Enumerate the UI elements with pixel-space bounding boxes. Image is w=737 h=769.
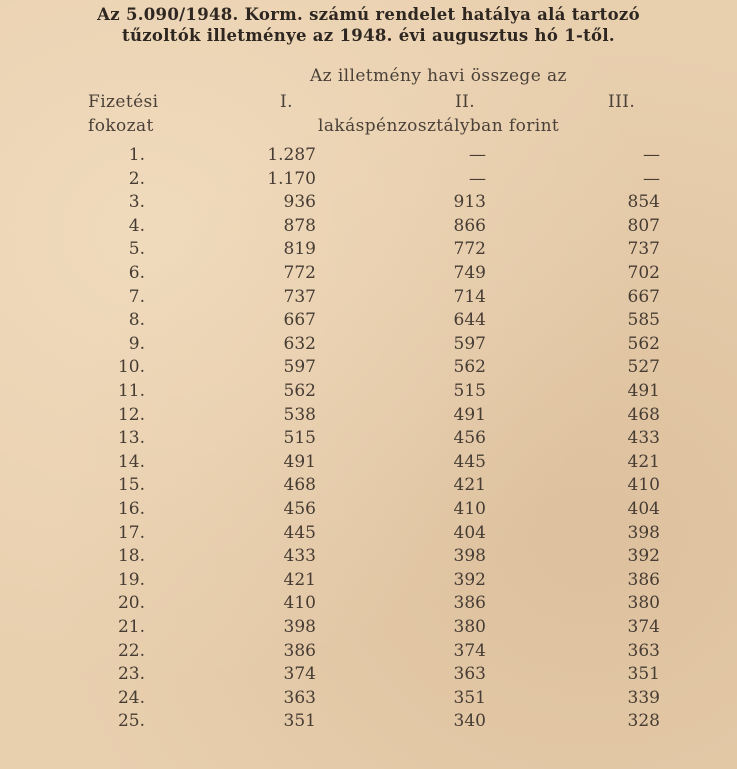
class-three-cell: 585: [627, 310, 660, 331]
class-two-cell: 392: [453, 569, 486, 590]
class-three-cell: 398: [627, 522, 660, 543]
class-three-cell: 374: [627, 617, 660, 637]
table-row: [0, 710, 737, 734]
grade-cell: 24.: [117, 687, 145, 708]
class-two-cell: 421: [453, 475, 486, 496]
class-three-cell: 410: [627, 475, 660, 496]
class-two-cell: 340: [453, 711, 486, 732]
class-one-header: I.: [280, 92, 293, 112]
class-one-cell: 597: [283, 357, 316, 378]
class-two-cell: 866: [453, 215, 486, 236]
class-three-cell: 404: [627, 499, 660, 519]
class-one-cell: 737: [283, 286, 316, 307]
grade-cell: 11.: [117, 381, 145, 401]
class-one-cell: 363: [283, 687, 316, 708]
class-three-cell: —: [643, 145, 660, 165]
grade-cell: 18.: [117, 546, 145, 567]
grade-cell: 9.: [128, 333, 145, 354]
table-row: [0, 474, 737, 498]
table-row: [0, 522, 737, 546]
class-one-cell: 351: [283, 711, 316, 732]
grade-cell: 13.: [117, 428, 145, 449]
class-one-cell: 878: [283, 215, 316, 236]
grade-header-line-2: fokozat: [88, 116, 154, 136]
class-three-cell: 328: [627, 711, 660, 732]
class-two-cell: 374: [453, 640, 486, 661]
class-three-cell: 702: [627, 263, 660, 283]
class-one-cell: 386: [283, 640, 316, 661]
class-two-cell: 386: [453, 593, 486, 614]
class-three-cell: 380: [627, 593, 660, 614]
class-two-cell: 398: [453, 546, 486, 567]
class-three-cell: 527: [627, 357, 660, 378]
class-two-cell: 913: [453, 192, 486, 213]
class-three-cell: 363: [627, 640, 660, 661]
class-two-cell: 749: [453, 263, 486, 283]
grade-cell: 20.: [117, 593, 145, 614]
class-two-cell: 445: [453, 451, 486, 472]
grade-cell: 7.: [128, 286, 145, 307]
class-three-cell: 351: [627, 664, 660, 685]
table-row: [0, 333, 737, 357]
grade-cell: 22.: [117, 640, 145, 661]
table-row: [0, 640, 737, 664]
class-two-cell: 410: [453, 499, 486, 519]
class-three-cell: 421: [627, 451, 660, 472]
class-three-cell: 433: [627, 428, 660, 449]
class-one-cell: 772: [283, 263, 316, 283]
grade-cell: 16.: [117, 499, 145, 519]
table-row: [0, 380, 737, 404]
class-two-cell: 714: [453, 286, 486, 307]
class-two-cell: 351: [453, 687, 486, 708]
class-one-cell: 398: [283, 617, 316, 637]
grade-cell: 21.: [117, 617, 145, 637]
class-one-cell: 445: [283, 522, 316, 543]
table-row: [0, 262, 737, 286]
class-three-cell: 667: [627, 286, 660, 307]
title-line-2: tűzoltók illetménye az 1948. évi augusztus hó 1-től.: [122, 26, 615, 45]
class-two-cell: 515: [453, 381, 486, 401]
class-one-cell: 515: [283, 428, 316, 449]
class-two-header: II.: [455, 92, 476, 112]
class-one-cell: 667: [283, 310, 316, 331]
grade-cell: 8.: [128, 310, 145, 331]
grade-cell: 5.: [128, 239, 145, 260]
class-one-cell: 632: [283, 333, 316, 354]
class-three-cell: 807: [627, 215, 660, 236]
table-row: [0, 286, 737, 310]
class-three-cell: 491: [627, 381, 660, 401]
grade-cell: 3.: [128, 192, 145, 213]
class-two-cell: 404: [453, 522, 486, 543]
class-three-cell: 468: [627, 404, 660, 425]
class-one-cell: 468: [283, 475, 316, 496]
grade-cell: 1.: [128, 145, 145, 165]
table-row: [0, 356, 737, 380]
class-three-cell: —: [643, 168, 660, 189]
table-row: [0, 238, 737, 262]
table-row: [0, 427, 737, 451]
class-one-cell: 936: [283, 192, 316, 213]
class-three-cell: 737: [627, 239, 660, 260]
grade-cell: 6.: [128, 263, 145, 283]
class-three-cell: 562: [627, 333, 660, 354]
class-three-cell: 339: [627, 687, 660, 708]
class-one-cell: 456: [283, 499, 316, 519]
class-three-cell: 392: [627, 546, 660, 567]
table-row: [0, 616, 737, 640]
table-row: [0, 168, 737, 192]
table-row: [0, 309, 737, 333]
class-two-cell: 491: [453, 404, 486, 425]
table-row: [0, 569, 737, 593]
class-two-cell: 363: [453, 664, 486, 685]
grade-cell: 15.: [117, 475, 145, 496]
class-three-cell: 386: [627, 569, 660, 590]
grade-cell: 12.: [117, 404, 145, 425]
class-one-cell: 374: [283, 664, 316, 685]
table-row: [0, 191, 737, 215]
table-row: [0, 144, 737, 168]
class-two-cell: 456: [453, 428, 486, 449]
class-two-cell: 644: [453, 310, 486, 331]
class-one-cell: 819: [283, 239, 316, 260]
class-two-cell: 380: [453, 617, 486, 637]
table-row: [0, 592, 737, 616]
class-three-cell: 854: [627, 192, 660, 213]
unit-header: lakáspénzosztályban forint: [318, 116, 560, 136]
class-one-cell: 1.287: [267, 145, 316, 165]
class-one-cell: 1.170: [267, 168, 316, 189]
class-one-cell: 433: [283, 546, 316, 567]
grade-cell: 2.: [128, 168, 145, 189]
class-one-cell: 421: [283, 569, 316, 590]
table-row: [0, 663, 737, 687]
class-two-cell: —: [469, 145, 486, 165]
grade-cell: 17.: [117, 522, 145, 543]
class-one-cell: 562: [283, 381, 316, 401]
class-one-cell: 491: [283, 451, 316, 472]
title-line-1: Az 5.090/1948. Korm. számú rendelet hatálya alá tartozó: [97, 5, 640, 24]
table-row: [0, 215, 737, 239]
grade-header-line-1: Fizetési: [88, 92, 159, 112]
grade-cell: 14.: [117, 451, 145, 472]
grade-cell: 19.: [117, 569, 145, 590]
grade-cell: 23.: [117, 664, 145, 685]
table-row: [0, 545, 737, 569]
grade-cell: 4.: [128, 215, 145, 236]
table-row: [0, 451, 737, 475]
class-two-cell: 772: [453, 239, 486, 260]
document-title: [0, 4, 737, 46]
table-row: [0, 687, 737, 711]
grade-cell: 25.: [117, 711, 145, 732]
class-two-cell: —: [469, 168, 486, 189]
grade-cell: 10.: [117, 357, 145, 378]
class-two-cell: 562: [453, 357, 486, 378]
amount-header: Az illetmény havi összege az: [310, 66, 567, 86]
class-one-cell: 410: [283, 593, 316, 614]
class-three-header: III.: [608, 92, 636, 112]
class-one-cell: 538: [283, 404, 316, 425]
table-row: [0, 498, 737, 522]
table-row: [0, 404, 737, 428]
class-two-cell: 597: [453, 333, 486, 354]
